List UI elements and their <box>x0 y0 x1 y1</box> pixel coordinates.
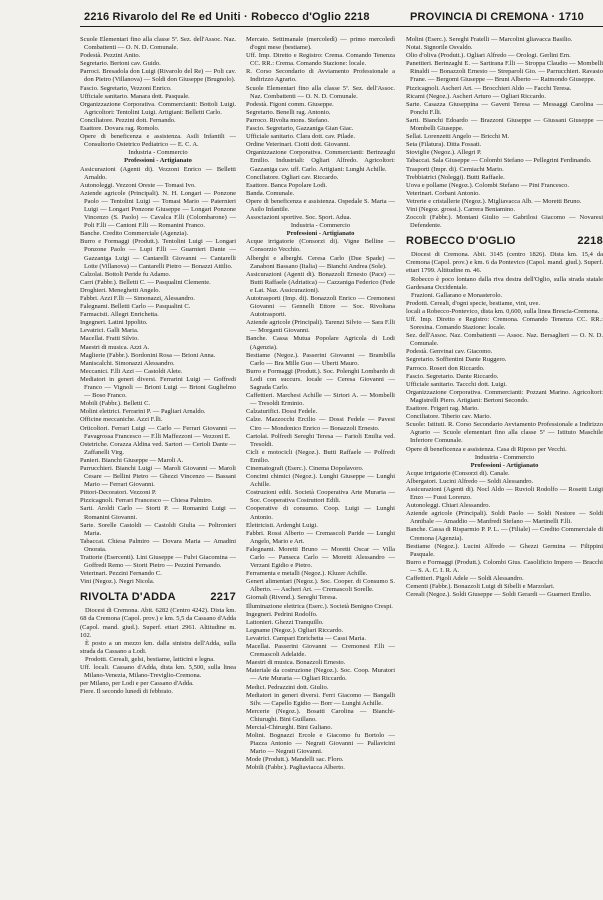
entry-line: Scuole Elementari fino alla classe 5ª. Sez. dell'Assoc. Naz. Combattenti — O. N. D. Comunale. <box>246 84 395 100</box>
entry-line: Burro e Formaggi (Produtt.). Soc. Polenghi Lombardo di Lodi con succurs. locale — Ceresa Giovanni — Sagrada Carlo. <box>246 367 395 392</box>
entry-line: Maniscalchi. Simonazzi Alessandro. <box>80 359 175 367</box>
entry-line: Fascio. Segretario, Gazzaniga Gian Giac. <box>246 125 354 133</box>
entry-line: Segretario. Soffientini Dante Ruggero. <box>406 356 507 364</box>
entry-line: Associazioni sportive. Soc. Sport. Adua. <box>246 214 352 222</box>
entry-line: Orticoltori. Ferrari Luigi — Carlo — Ferrari Giovanni — Favagrossa Francesco — F.lli Maffezzoni — Vezzoni E. <box>80 424 236 440</box>
entry-line: Trebbiatrici (Noleggi). Butti Raffaele. <box>406 173 505 181</box>
entry-line: Calze. Mazzocchi Ercilio — Dossi Fedele — Pavesi Ciro — Mondonico Enrico — Bonazzoli Ernesto. <box>246 416 395 432</box>
entry-line: Falegnami. Moretti Bruno — Moretti Oscar — Villa Carlo — Panseca Carlo — Moretti Alessandro — Verzani Egidio e Pietro. <box>246 545 395 570</box>
entry-line: Professioni - Artigianato <box>286 230 355 238</box>
column-1 <box>80 36 236 898</box>
entries-rivolta <box>246 36 395 773</box>
entry-line: Medici. Pedrazzini dott. Giulio. <box>246 683 329 691</box>
entry-line: Segretario. Benelli rag. Antonio. <box>246 108 331 116</box>
entry-line: Opere di beneficenza e assistenza. Ospedale S. Marta — Asilo Infantile. <box>246 197 395 213</box>
entry-line: Ordine Veterinari. Ciotti dott. Giovanni. <box>246 141 351 149</box>
entry-line: Industria - Commercio <box>128 149 188 157</box>
entry-line: Mercerie (Negoz.). Bosatti Carolina — Bianchi-Chiurughi. Bini Guillano. <box>246 707 395 723</box>
section-heading-rivolta <box>80 591 236 604</box>
entry-line: Aziende agricole (Principali). Soldi Paolo — Soldi Nestore — Soldi Annibale — Amaddio — Manfredi Stefano — Martinelli F.lli. <box>406 510 603 526</box>
entry-line: Fabbri. Rossi Alberto — Cremascoli Paride — Lunghi Angelo, Mario e Art. <box>246 529 395 545</box>
header-right: PROVINCIA DI CREMONA · 1710 <box>410 11 584 23</box>
header-left: 2216 Rivarolo del Re ed Uniti · Robecco d'Oglio 2218 <box>84 11 370 23</box>
entry-line: Ferramenta e metalli (Negoz.). Kluzer Achille. <box>246 570 368 578</box>
entry-line: Trasporti (Impr. di). Cerniachi Mario. <box>406 165 504 173</box>
entry-line: Burro e Formaggi (Produtt.). Tentolini Luigi — Longari Ponzone Paolo — Lupi F.lli — Guarnieri Dante — Gazzaniga Luigi — Cantarelli Giovanni — Cantarelli Lotte (Villanova) — Cantarelli Pietro — Bonazzi Attilio. <box>80 238 236 270</box>
column-3 <box>406 36 603 898</box>
entry-line: Pizzicagnoli. Ferrari Francesco — Chiesa Palmiro. <box>80 497 213 505</box>
entry-line: Farmacisti. Allegri Enrichetta. <box>80 311 159 319</box>
entry-line: Pizzicagnoli. Ascheri Art. — Brocchieri Aldo — Facchi Teresa. <box>406 84 572 92</box>
entry-line: Scuole: Istituti. R. Corso Secondario Avviamento Professionale a Indirizzo Agrario — Scuole elementari fino alla classe 5ª — Istituto Maschile Inferiore Comunale. <box>406 421 603 445</box>
entry-line: Veterinari. Pezzini Fernando C. <box>80 570 162 578</box>
section-number: 2217 <box>210 591 236 604</box>
entry-line: Organizzazione Corporativa. Commercianti: Berinzaghi Emilio. Industriali: Ogliari Alfredo. Agricoltori: Gazzaniga cav. uff. Carlo. Artigiani: Lunghi Achille. <box>246 149 395 173</box>
entry-line: Olio d'oliva (Produtt.). Ogliari Alfredo — Orologi. Gerlini Ern. <box>406 52 571 60</box>
entry-line: Caffettieri. Pigoli Adele — Soldi Alessandro. <box>406 575 524 582</box>
entry-line: Cementi (Fabbr.). Bonazzoli Luigi di Sibelli e Marzolari. <box>406 583 555 591</box>
entry-line: Acque irrigatorie (Consorzi di). Canale. <box>406 469 510 477</box>
entry-line: Esattore. Dovara rag. Romolo. <box>80 125 160 133</box>
entry-line: Uff. locali. Cassano d'Adda, dista km. 5,500, sulla linea Milano-Venezia, Milano-Treviglio-Cremona. <box>80 664 236 680</box>
entry-line: Ricami (Negoz.). Ascheri Arturo — Ogliari Riccardo. <box>406 92 546 100</box>
entry-line: Calzolai. Bottoli Peride fu Adamo. <box>80 270 171 278</box>
entry-line: Ufficiale sanitario. Manara dott. Pasquale. <box>80 92 190 100</box>
entry-line: Conciliatore. Ogliari cav. Riccardo. <box>246 173 339 181</box>
entry-line: Organizzazione Corporativa. Commercianti: Bottoli Luigi. Agricoltori: Tentolini Luigi. Artigiani: Belletti Carlo. <box>80 100 236 116</box>
entry-line: Mediatori in generi diversi. Ferrarini Luigi — Goffredi Franco — Vignoli — Brioni Luigi — Brioni Guglielmo — Boso Franco. <box>80 375 236 400</box>
entry-line: Ufficiale sanitario. Clara dott. cav. Pilade. <box>246 133 356 141</box>
entry-line: Bestiame (Negoz.). Lucini Alfredo — Ghezzi Germina — Filippini Pasquale. <box>406 542 603 558</box>
entry-line: Banche. Cassa di Risparmio P. P. L. — (Filiale) — Credito Commerciale di Cremona (Agenzia). <box>406 526 603 542</box>
entry-line: Tabaccai. Sala Giuseppe — Colombi Stefano — Pellegrini Ferdinando. <box>406 157 592 165</box>
entry-line: Assicurazioni (Agenti di). Bonazzoli Ernesto (Pace) — Butti Raffaele (Adriatica) — Cazzaniga Federico (Fede e Lat. Naz. Assicurazioni). <box>246 270 395 294</box>
header-rule <box>80 26 603 27</box>
entry-line: Uff. Imp. Diretto e Registro: Crema. Comando Tenenza CC. RR.: Crema. Comando Stazione: locale. <box>246 52 395 68</box>
entry-line: Stoviglie (Negoz.). Allegri P. <box>406 149 482 157</box>
entry-line: Officine meccaniche. Azzi F.lli. <box>80 416 163 424</box>
entry-line: Opere di beneficenza e assistenza. Casa di Riposo per Vecchi. <box>406 445 567 453</box>
section-number: 2218 <box>577 235 603 248</box>
entry-line: Mercial-Chirurghi. Bini Guliano. <box>246 723 333 731</box>
entry-line: Falegnami. Belletti Carlo — Pasqualini C. <box>80 303 191 311</box>
entry-line: Mercato. Settimanale (mercoledì) — primo mercoledì d'ogni mese (bestiame). <box>246 36 395 52</box>
entry-line: Cereali (Negoz.). Soldi Giuseppe — Soldi Gerardi — Guarneri Emilio. <box>406 591 592 599</box>
entry-line: Conciliatore. Pezzini dott. Fernando. <box>80 116 176 124</box>
entry-line: Macellai. Fratti Silvio. <box>80 335 139 343</box>
section-title: ROBECCO D'OGLIO <box>406 235 516 248</box>
entry-line: Podestà. Figoni comm. Giuseppe. <box>246 100 334 108</box>
entry-line: Banda. Comunale. <box>246 189 295 197</box>
entry-line: R. Corso Secondario di Avviamento Professionale a Indirizzo Agrario. <box>246 68 395 84</box>
entry-line: Prodotti. Cereali, d'ogni specie, bestiame, vini, uve. <box>406 299 541 307</box>
entry-line: Lattonieri. Ghezzi Tranquillo. <box>246 618 324 626</box>
entry-line: Uff. Imp. Diretto e Registro: Cremona. Comando Tenenza CC. RR.: Soresina. Comando Stazione: locale. <box>406 316 603 332</box>
entry-line: Assicurazioni (Agenti di). Vezzoni Enrico — Belletti Arnaldo. <box>80 165 236 181</box>
entry-line: Panettieri. Berinzaghi E. — Sartirana F.lli — Stroppa Claudio — Mombelli Rinaldi — Bonazzoli Ernesto — Streparoli Gio. — Parrucchieri. Ravasio Frane. — Bergomi Giuseppe — Bruni Alberto — Raimondo Giuseppe. <box>406 60 603 84</box>
entry-line: Veterinari. Corbani Antonio. <box>406 189 481 197</box>
entry-line: Mediatori in generi diversi. Ferri Giacomo — Bangalli Silv. — Capello Egidio — Borr — Lunghi Achille. <box>246 691 395 707</box>
entry-line: Opere di beneficenza e assistenza. Asili Infantili — Consultorio Ostetrico Pediatrico — E. C. A. <box>80 133 236 149</box>
entry-line: Parroco. Rivolta mons. Stefano. <box>246 116 330 124</box>
entry-line: Diocesi di Cremona. Abit. 6282 (Centro 4242). Dista km. 68 da Cremona (Capol. prov.) e km. 5,5 da Cassano d'Adda (Capol. mand. giud.). Superf. ettari 2961. Altitudine m. 102. <box>80 607 236 639</box>
entry-line: Cicli e motocicli (Negoz.). Butti Raffaele — Polfredi Emilio. <box>246 448 395 464</box>
entry-line: Esattore. Banca Popolare Lodi. <box>246 181 328 189</box>
entry-line: Fabbri. Azzi F.lli — Simonazzi, Alessandro. <box>80 295 195 302</box>
entries-rivarolo <box>80 36 236 586</box>
entry-line: locali a Robecco-Pontevico, dista km. 0,600, sulla linea Brescia-Cremona. <box>406 307 600 315</box>
entry-line: Carri (Fabbr.). Belletti C. — Pasqualini Clemente. <box>80 278 211 286</box>
entry-line: Maestri di musica. Bonazzoli Ernesto. <box>246 659 346 667</box>
entry-line: Organizzazione Corporativa. Commercianti: Pozzani Marino. Agricoltori: Magistrelli Piero. Artigiani: Bertoni Secondo. <box>406 388 603 404</box>
entry-line: Aziende agricole (Principali). Tarenzi Silvio — Sara F.lli — Morganti Giovanni. <box>246 319 395 335</box>
entry-line: Molini. Bognazzi Ercole e Giacomo fu Bortolo — Piazza Antonio — Negrati Giovanni — Pallavicini Mario — Negrati Giovanni. <box>246 732 395 756</box>
entry-line: Mobili (Fabbr.). Belletti C. <box>80 400 151 408</box>
entry-line: Alberghi e alberghi. Ceresa Carlo (Due Spade) — Zanaboni Bassano (Italia) — Bianchi Andrea (Sole). <box>246 254 395 270</box>
entry-line: Banche. Cassa Mutua Popolare Agricola di Lodi (Agenzia). <box>246 335 395 351</box>
entry-line: Sellai. Lorenzetti Angelo — Bricchi M. <box>406 133 510 141</box>
entry-line: Frazioni. Gallarano e Monasterolo. <box>411 291 503 299</box>
entry-line: Autotrasporti (Imp. di). Bonazzoli Enrico — Cremonesi Giovanni — Gennelli Ettore — Soc. Rivoltana Autotrasporti. <box>246 295 395 319</box>
entry-line: Cinematografi (Eserc.). Cinema Dopolavoro. <box>246 464 364 472</box>
section-heading-robecco <box>406 235 603 248</box>
entry-line: Professioni - Artigianato <box>124 157 192 165</box>
entry-line: Meccanici. F.lli Azzi — Castoldi Alete. <box>80 367 183 375</box>
entry-line: Uova e pollame (Negoz.). Colombi Stefano — Pini Francesco. <box>406 181 570 189</box>
entry-line: Vini (Negoz. grossi.). Carrera Beniamino. <box>406 205 515 213</box>
entry-line: Tabaccai. Chiesa Palmiro — Dovara Maria — Amadini Onorata. <box>80 537 236 553</box>
entry-line: Cooperative di consumo. Coop. Luigi — Lunghi Antonio. <box>246 505 395 521</box>
entry-line: Fiere. Il secondo lunedì di febbraio. <box>80 688 173 696</box>
entry-line: È posto a un mezzo km. dalla sinistra dell'Adda, sulla strada da Cassano a Lodi. <box>80 639 236 655</box>
entry-line: Molini elettrici. Ferrarini P. — Pagliari Arnaldo. <box>80 408 206 416</box>
entry-line: Aziende agricole (Principali). N. H. Longari — Ponzone Paolo — Tentolini Luigi — Tomasi Mario — Paternieri Luigi — Longari Ponzone Giuseppe — Longari Ponzone Vincenzo (S. Paolo) — Cavalca F.lli (Colombarone) — Poli F.lli — Cantoni F.lli — Romanini Franco. <box>80 189 236 230</box>
entry-line: Sarte. Casazza Giuseppina — Gaveni Teresa — Messaggi Carolina — Ponchi F.lli. <box>406 100 603 116</box>
entry-line: Bestiame (Negoz.). Passerini Giovanni — Brambilla Carlo — Bra Mille Guo — Uberti Mauro. <box>246 351 395 367</box>
entry-line: Notai. Signorile Osvaldo. <box>406 44 473 52</box>
entry-line: Macellai. Passerini Giovanni — Cremonesi F.lli — Cremascoli Adelaide. <box>246 643 395 659</box>
entry-line: Panieri. Bianchi Giuseppe — Maroli A. <box>80 456 184 464</box>
entry-line: Seta (Filatura). Ditta Fossati. <box>406 141 482 149</box>
entry-line: per Milano, per Lodi e per Cassano d'Adda. <box>80 680 194 688</box>
entry-line: Parrucchieri. Bianchi Luigi — Maroli Giovanni — Maroli Cesare — Bellini Pietro — Ghezzi Vincenzo — Bassani Mario — Ferrari Giovanni. <box>80 464 236 489</box>
entry-line: Conciliatore. Tiberio cav. Mario. <box>406 413 492 421</box>
entry-line: Sarti. Bianchi Edoardo — Brazzoni Giuseppe — Giussani Giuseppe — Mombelli Giuseppe. <box>406 116 603 133</box>
entry-line: Acque irrigatorie (Consorzi di). Vigne Belline — Consorzio Vecchio. <box>246 238 395 254</box>
entry-line: Podestà. Pezzini Anito. <box>80 52 141 60</box>
entry-line: Podestà. Genvinai cav. Giacomo. <box>406 348 493 356</box>
entry-line: Ingegneri. Pedrini Rodolfo. <box>246 610 318 618</box>
entry-line: Vini (Negoz.). Negri Nicola. <box>80 578 155 586</box>
entry-line: Segretario. Bertoni cav. Guido. <box>80 60 161 68</box>
entry-line: Mobili (Fabbr.). Pagliaviacca Alberto. <box>246 764 345 772</box>
entry-line: Caffettieri. Marchesi Achille — Sirtori A. — Mombelli — Tresoldi Erminio. <box>246 392 395 408</box>
entry-line: Burro e Formaggi (Produtt.). Colombi Gius. Casolificio Impero — Bracchi — S. A. C. I. R. A. <box>406 558 603 574</box>
entry-line: Ostetriche. Corazza Aldina ved. Sartori — Cerioli Dante — Zaffanelli Virg. <box>80 440 236 456</box>
entry-line: Industria - Commercio <box>474 453 535 461</box>
entry-line: Zoccoli (Fabbr.). Montani Giulio — Gabrilosi Giacomo — Novaresi Defendente. <box>406 214 603 230</box>
entry-line: Professioni - Artigianato <box>470 461 539 469</box>
entry-line: Ufficiale sanitario. Taccchi dott. Luigi. <box>406 380 507 388</box>
entry-line: Sarti. Aroldi Carlo — Storti P. — Romanini Luigi — Romanini Giovanni. <box>80 505 236 521</box>
entry-line: Cartolai. Polfredi Sereghi Teresa — Farioli Emilia ved. Tresoldi. <box>246 432 395 448</box>
entry-line: Autonoleggi. Vezzoni Oreste — Tomasi Ivo. <box>80 181 196 189</box>
entry-line: Robecco è poco lontano dalla riva destra dell'Oglio, sulla strada statale Gardesana Occidentale. <box>406 275 603 291</box>
entry-line: Parroci. Bresadola don Luigi (Rivarolo del Re) — Poli cav. don Pietro (Villanova) — Soldi don Giuseppe (Brugnolo). <box>80 68 236 84</box>
running-header <box>0 6 603 28</box>
entry-line: Diocesi di Cremona. Abit. 3145 (centro 1826). Dista km. 15,4 da Cremona (Capol. prov.) e km. 6 da Pontevico (Capol. mand. giud.). Superf. ettari 1799. Altitudine m. 46. <box>406 251 603 275</box>
entry-line: Autonoleggi. Chiari Alessandro. <box>406 502 491 510</box>
entry-line: Sez. dell'Assoc. Naz. Combattenti — Assoc. Naz. Bersaglieri — O. N. D. Comunale. <box>406 332 603 348</box>
entry-line: Scuole Elementari fino alla classe 5ª. Sez. dell'Assoc. Naz. Combattenti — O. N. D. Comunale. <box>80 36 236 52</box>
entry-line: Giornali (Rivend.). Sereghi Teresa. <box>246 594 338 602</box>
entries-robecco <box>406 251 603 599</box>
entry-line: Esattore. Frigeri rag. Mario. <box>406 405 479 413</box>
entry-line: Vetrerie e cristallerie (Negoz.). Migliavacca Alb. — Moretti Bruno. <box>406 197 582 205</box>
entry-line: Pittori-Decoratori. Vezzoni P. <box>80 489 157 497</box>
entry-line: Illuminazione elettrica (Eserc.). Società Benigno Crespi. <box>246 602 393 610</box>
entry-line: Materiale da costruzione (Negoz.). Soc. Coop. Muratori — Arte Muraria — Ogliari Riccardo. <box>246 667 395 683</box>
entry-line: Sarte. Sorelle Castoldi — Castoldi Giulia — Poltronieri Maria. <box>80 521 236 537</box>
entry-line: Ingegneri. Latini Ippolito. <box>80 319 148 327</box>
entry-line: Trattorie (Esercenti). Lini Giuseppe — Fulvi Giacomina — Goffredi Remo — Storti Pietro — Pezzini Fernando. <box>80 554 236 570</box>
entry-line: Maglierie (Fabbr.). Bordonini Rosa — Brioni Anna. <box>80 351 216 359</box>
entry-line: Droghieri. Meneghetti Angelo. <box>80 286 161 294</box>
entry-line: Fascio. Segretario, Vezzoni Enrico. <box>80 84 172 92</box>
section-title: RIVOLTA D'ADDA <box>80 591 176 604</box>
entry-line: Levatrici. Galli Maria. <box>80 327 139 335</box>
entry-line: Banche. Credito Commerciale (Agenzia). <box>80 230 189 238</box>
entry-line: Mode (Produtt.). Mandelli sac. Floro. <box>246 756 344 764</box>
entry-line: Generi alimentari (Negoz.). Soc. Cooper. di Consumo S. Alberto. — Ascheri Art. — Cremascoli Sorelle. <box>246 578 395 594</box>
entries-rivolta-cont <box>406 36 603 230</box>
entry-line: Legname (Negoz.). Ogliari Riccardo. <box>246 626 344 634</box>
entry-line: Assicurazioni (Agenti di). Nocl Aldo — Ruvioli Rodolfo — Rosetti Luigi Enzo — Fussi Lorenzo. <box>406 485 603 502</box>
entry-line: Costruzioni edili. Società Cooperativa Arte Muraria — Soc. Cooperativa Costruttori Edili. <box>246 489 395 505</box>
entry-line: Albergatori. Lucini Alfredo — Soldi Alessandro. <box>406 477 534 485</box>
entry-line: Parroco. Roseri don Riccardo. <box>406 364 485 372</box>
entry-line: Elettricisti. Ardenghi Luigi. <box>246 521 318 529</box>
entries-rivolta-intro <box>80 607 236 696</box>
entry-line: Concimi chimici (Negoz.). Lunghi Giuseppe — Lunghi Achille. <box>246 473 395 489</box>
entry-line: Molini (Eserc.). Sereghi Fratelli — Marcolini gliavacca Basilio. <box>406 36 573 43</box>
entry-line: Levatrici. Campari Enrichetta — Cassi Maria. <box>246 634 367 642</box>
entry-line: Prodotti. Cereali, gelsi, bestiame, latticini e legna. <box>85 655 215 663</box>
entry-line: Maestri di musica. Azzi A. <box>80 343 150 351</box>
entry-line: Industria - Commercio <box>290 222 351 230</box>
entry-line: Calzaturifici. Dossi Fedele. <box>246 408 318 416</box>
column-2 <box>246 36 395 898</box>
entry-line: Fascio. Segretario. Dante Riccardo. <box>406 372 499 380</box>
